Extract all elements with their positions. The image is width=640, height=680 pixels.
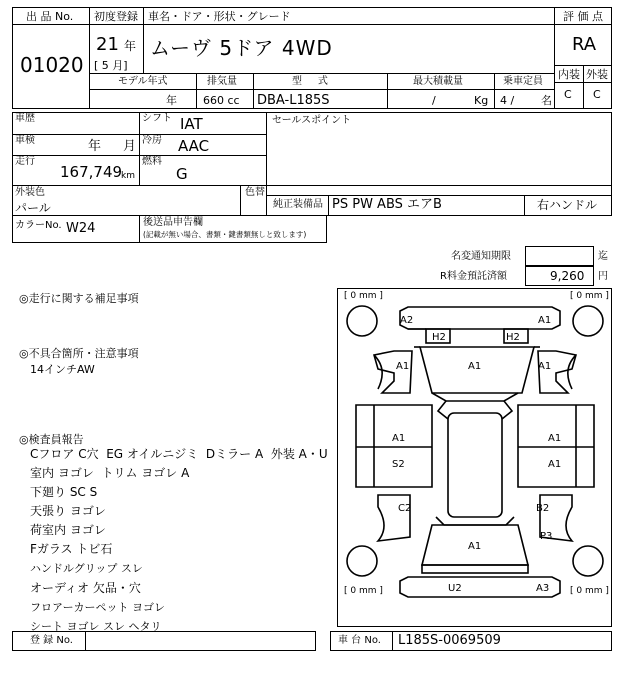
code-front-door-left: A1 bbox=[392, 433, 406, 444]
tire-rl-label: [ 0 mm ] bbox=[344, 586, 383, 596]
sales-points-label: セールスポイント bbox=[272, 115, 352, 126]
color-value: パール bbox=[15, 201, 51, 215]
windshield bbox=[432, 393, 518, 401]
rear-window bbox=[436, 517, 514, 525]
mileage-value: 167,749 bbox=[60, 163, 123, 181]
name-change-box bbox=[525, 246, 594, 266]
car-name-label: 車名・ドア・形状・グレード bbox=[148, 10, 291, 23]
displacement: 660 cc bbox=[203, 94, 240, 107]
car-name: ムーヴ 5ドア 4WD bbox=[150, 36, 333, 60]
code-rear-door-left: S2 bbox=[392, 459, 405, 470]
defects-title: ◎不具合箇所・注意事項 bbox=[19, 347, 139, 360]
defect-line: 14インチAW bbox=[30, 363, 95, 376]
equipment-value: PS PW ABS エアB bbox=[332, 197, 442, 212]
inspector-line: Fガラス トビ石 bbox=[30, 542, 113, 556]
rating-value: RA bbox=[572, 34, 597, 55]
model-year-label: モデル年式 bbox=[118, 76, 168, 87]
exterior-label: 外装 bbox=[586, 68, 608, 81]
first-reg-month: [ 5 月] bbox=[94, 59, 128, 72]
fuel-value: G bbox=[176, 165, 188, 183]
code-front-door-right: A1 bbox=[548, 433, 562, 444]
inspector-line: 荷室内 ヨゴレ bbox=[30, 523, 106, 537]
first-reg-year: 21 bbox=[96, 34, 119, 55]
body-left-side bbox=[356, 405, 432, 487]
code-quarter-right: B2 bbox=[536, 503, 550, 514]
tire-rr-label: [ 0 mm ] bbox=[570, 586, 609, 596]
code-rear-bumper-right: A3 bbox=[536, 583, 550, 594]
ac-value: AAC bbox=[178, 137, 210, 155]
code-rear-bumper: U2 bbox=[448, 583, 462, 594]
inspection-label: 車検 bbox=[15, 135, 35, 146]
code-fender-right: A1 bbox=[538, 361, 552, 372]
steering-value: 右ハンドル bbox=[537, 198, 598, 212]
max-load-unit: Kg bbox=[474, 94, 489, 107]
body-right-side bbox=[518, 405, 594, 487]
code-front-bumper-right: A1 bbox=[538, 315, 552, 326]
shift-label: シフト bbox=[142, 113, 172, 124]
ac-label: 冷房 bbox=[142, 135, 162, 146]
code-fender-left: A1 bbox=[396, 361, 410, 372]
tire-fr-label: [ 0 mm ] bbox=[570, 291, 609, 301]
mileage-label: 走行 bbox=[15, 156, 35, 167]
max-load: / bbox=[432, 94, 436, 107]
recycle-unit: 円 bbox=[598, 271, 608, 282]
code-quarter-left: C2 bbox=[398, 503, 412, 514]
recycle-amount: 9,260 bbox=[550, 269, 585, 283]
inspector-line: 下廻り SC S bbox=[30, 485, 98, 499]
tire-rear-left bbox=[347, 546, 377, 576]
name-change-label: 名変通知期限 bbox=[451, 251, 511, 262]
inspector-line: シート ヨゴレ スレ ヘタリ bbox=[30, 620, 162, 633]
declaration-label: 後送品申告欄 bbox=[143, 217, 203, 228]
tail-lamp-bar bbox=[422, 565, 528, 573]
inspection-year-unit: 年 bbox=[88, 139, 102, 154]
code-headlight-left: H2 bbox=[432, 332, 446, 343]
lot-number: 01020 bbox=[20, 53, 84, 77]
code-rear-door-right: A1 bbox=[548, 459, 562, 470]
max-load-label: 最大積載量 bbox=[413, 76, 463, 87]
tire-front-right bbox=[573, 306, 603, 336]
color-no-label: カラーNo. bbox=[15, 220, 62, 231]
tire-fl-label: [ 0 mm ] bbox=[344, 291, 383, 301]
interior-label: 内装 bbox=[558, 68, 580, 81]
inspector-line: 天張り ヨゴレ bbox=[30, 504, 106, 518]
fuel-label: 燃料 bbox=[142, 156, 162, 167]
inspector-line: オーディオ 欠品・穴 bbox=[30, 581, 141, 595]
capacity-unit: 名 bbox=[541, 94, 552, 107]
car-diagram bbox=[337, 288, 612, 627]
name-change-unit: 迄 bbox=[598, 251, 608, 262]
inspector-title: ◎検査員報告 bbox=[19, 433, 84, 446]
inspector-line: Cフロア C穴 EG オイルニジミ Dミラー A 外装 A・U bbox=[30, 447, 328, 461]
quarter-left bbox=[378, 495, 410, 541]
year-unit: 年 bbox=[124, 39, 137, 53]
inspector-line: 室内 ヨゴレ トリム ヨゴレ A bbox=[30, 466, 190, 480]
code-tailgate-right: P3 bbox=[540, 531, 553, 542]
recycle-label: R料金預託済額 bbox=[440, 271, 507, 282]
code-front-bumper: A2 bbox=[400, 315, 414, 326]
mileage-unit: km bbox=[121, 171, 135, 181]
car-diagram-drawing bbox=[338, 289, 613, 628]
equipment-label: 純正装備品 bbox=[273, 199, 323, 210]
code-back-door: A1 bbox=[468, 541, 482, 552]
code-headlight-right: H2 bbox=[506, 332, 520, 343]
interior-grade: C bbox=[564, 88, 572, 101]
exterior-grade: C bbox=[593, 88, 601, 101]
driving-notes-title: ◎走行に関する補足事項 bbox=[19, 292, 139, 305]
tire-front-left bbox=[347, 306, 377, 336]
tire-rear-right bbox=[573, 546, 603, 576]
code-hood: A1 bbox=[468, 361, 482, 372]
recolor-label: 色替 bbox=[245, 187, 265, 198]
model-year-unit: 年 bbox=[166, 94, 177, 107]
reg-no-label: 登 録 No. bbox=[30, 635, 73, 646]
model-type: DBA-L185S bbox=[257, 93, 330, 108]
history-label: 車歴 bbox=[15, 113, 35, 124]
capacity-label: 乗車定員 bbox=[503, 76, 543, 87]
inspector-line: フロアーカーペット ヨゴレ bbox=[30, 601, 165, 614]
inspector-line: ハンドルグリップ スレ bbox=[30, 562, 143, 575]
chassis-label: 車 台 No. bbox=[338, 635, 381, 646]
declaration-note: (記載が無い場合、書類・鍵書類無しと致します) bbox=[143, 230, 307, 239]
shift-value: IAT bbox=[180, 115, 203, 133]
color-no-value: W24 bbox=[66, 221, 96, 236]
first-reg-label: 初度登録 bbox=[94, 10, 138, 23]
roof bbox=[448, 413, 502, 517]
chassis-number: L185S-0069509 bbox=[398, 633, 501, 648]
inspection-month-unit: 月 bbox=[123, 139, 137, 154]
color-label: 外装色 bbox=[15, 187, 45, 198]
capacity: 4 / bbox=[500, 94, 515, 107]
rating-label: 評 価 点 bbox=[563, 10, 603, 23]
lot-label: 出 品 No. bbox=[26, 10, 74, 23]
front-bumper bbox=[400, 307, 560, 329]
type-label: 型 式 bbox=[292, 76, 328, 87]
displacement-label: 排気量 bbox=[207, 76, 237, 87]
